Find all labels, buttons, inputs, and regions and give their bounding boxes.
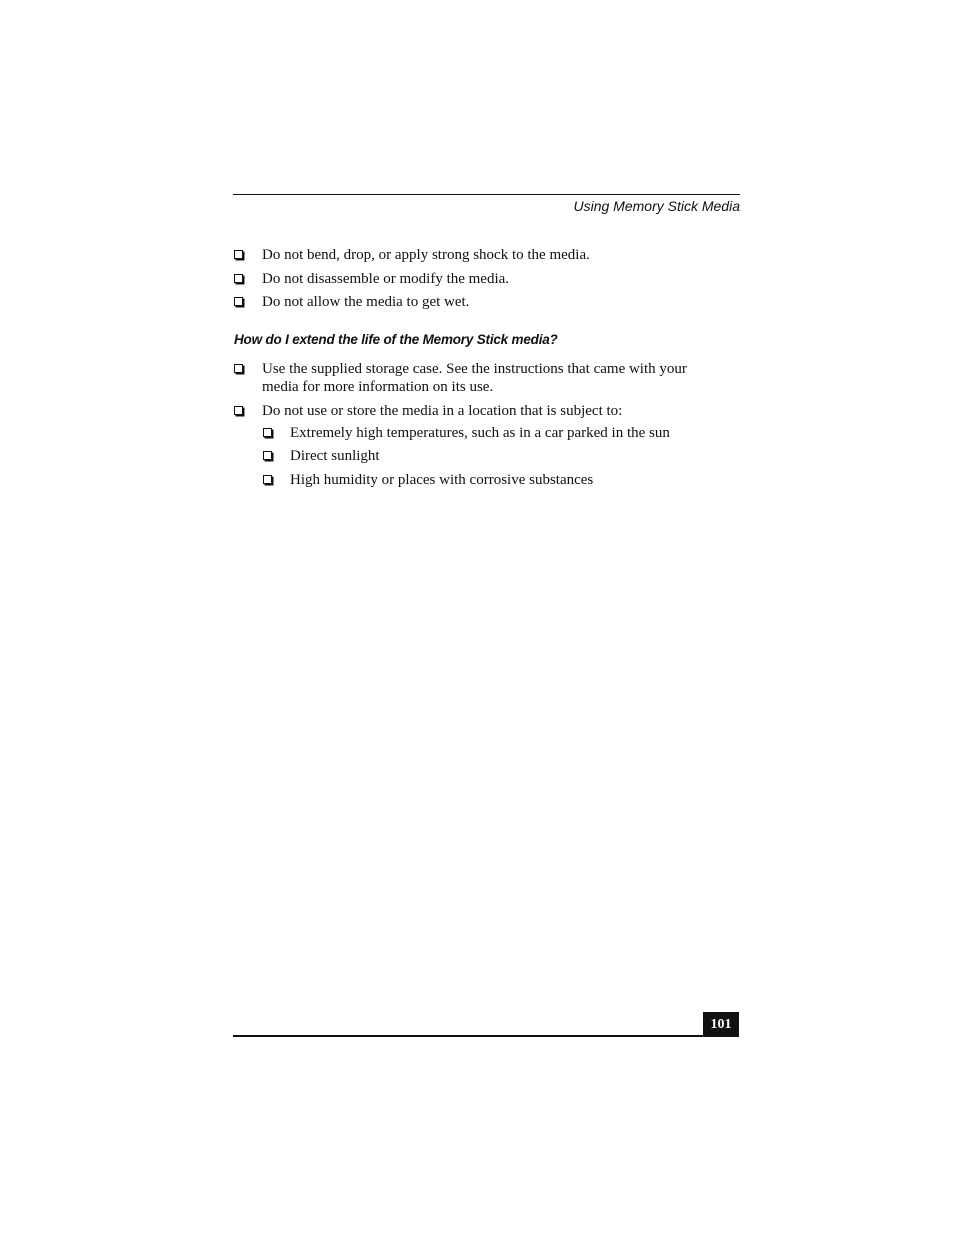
list-item-text: Use the supplied storage case. See the instructions that came with your media for more information on its use. <box>262 361 687 395</box>
handling-list <box>233 246 713 311</box>
sub-list-item-text: Direct sunlight <box>290 448 380 464</box>
list-item <box>233 360 713 396</box>
list-item <box>233 293 713 311</box>
list-item <box>233 402 713 489</box>
footer-rule <box>233 1035 739 1037</box>
list-item-text: Do not use or store the media in a location that is subject to: <box>262 402 623 419</box>
list-item-text: Do not allow the media to get wet. <box>262 294 470 310</box>
checkbox-bullet-icon <box>234 297 243 306</box>
page-number: 101 <box>703 1012 739 1037</box>
list-item-text: Do not disassemble or modify the media. <box>262 270 510 287</box>
checkbox-bullet-icon <box>234 250 243 259</box>
checkbox-bullet-icon <box>263 428 272 437</box>
list-item <box>233 270 713 288</box>
sub-list-item-text: Extremely high temperatures, such as in a car parked in the sun <box>290 424 670 441</box>
list-item-text: Do not bend, drop, or apply strong shock to the media. <box>262 247 590 263</box>
sub-list <box>262 424 713 489</box>
sub-list-item <box>262 447 713 465</box>
header-rule <box>233 194 740 195</box>
checkbox-bullet-icon <box>263 451 272 460</box>
checkbox-bullet-icon <box>234 364 243 373</box>
checkbox-bullet-icon <box>263 475 272 484</box>
checkbox-bullet-icon <box>234 274 243 283</box>
list-item <box>233 246 713 264</box>
extend-life-list <box>233 360 713 489</box>
sub-list-item-text: High humidity or places with corrosive substances <box>290 471 594 488</box>
section-heading: How do I extend the life of the Memory Stick media? <box>234 332 558 347</box>
sub-list-item <box>262 471 713 489</box>
checkbox-bullet-icon <box>234 406 243 415</box>
page-content <box>233 246 713 494</box>
sub-list-item <box>262 424 713 442</box>
running-header: Using Memory Stick Media <box>573 198 740 214</box>
